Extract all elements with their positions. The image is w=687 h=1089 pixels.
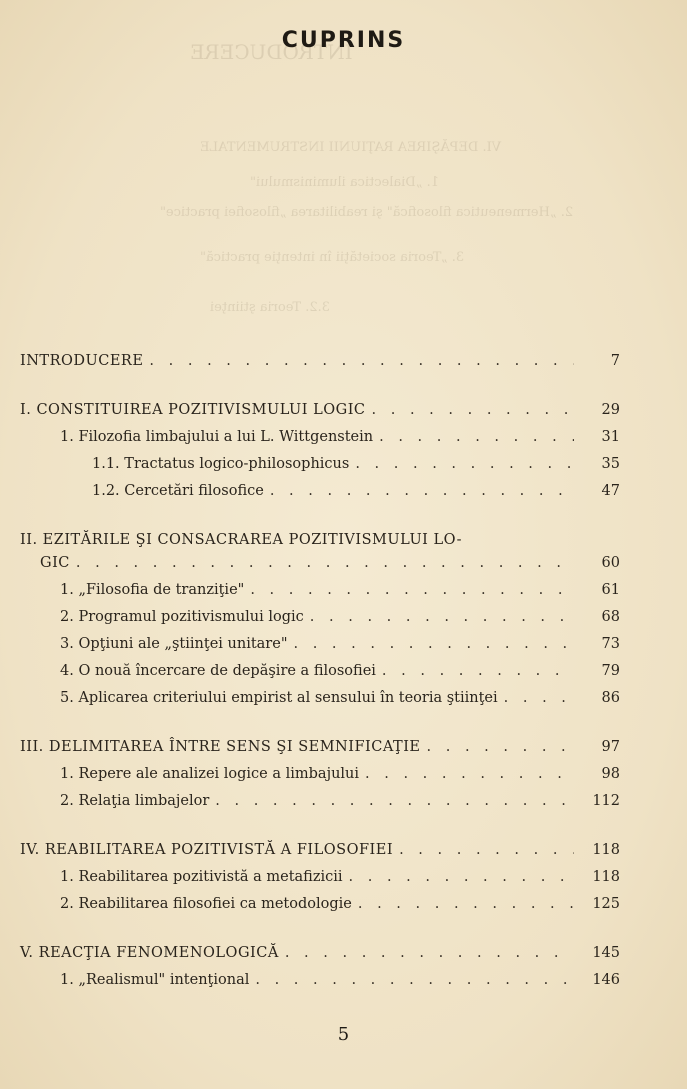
leader-dots [270, 482, 574, 501]
leader-dots [372, 401, 574, 420]
toc-entry[interactable] [20, 738, 620, 757]
toc-entry[interactable] [20, 608, 620, 627]
toc-entry-page: 29 [601, 402, 620, 418]
page-title: CUPRINS [281, 28, 406, 53]
toc-entry-page: 112 [592, 793, 620, 809]
toc-entry-label: III. DELIMITAREA ÎNTRE SENS ŞI SEMNIFICAŢIE [20, 739, 421, 755]
toc-entry-label: 2. Reabilitarea filosofiei ca metodologie [60, 896, 352, 912]
leader-dots [382, 662, 574, 681]
leader-dots [294, 635, 575, 654]
leader-dots [149, 352, 574, 371]
leader-dots [285, 944, 574, 963]
toc-entry-page: 86 [601, 690, 620, 706]
page-number: 5 [337, 1024, 350, 1045]
leader-dots [355, 455, 574, 474]
table-of-contents [20, 340, 620, 990]
toc-entry-label: 1. „Realismul" intenţional [60, 972, 250, 988]
toc-entry[interactable] [20, 581, 620, 600]
toc-entry-label: V. REACŢIA FENOMENOLOGICĂ [20, 945, 279, 961]
leader-dots [379, 428, 574, 447]
toc-entry-page: 7 [610, 353, 620, 369]
toc-entry-page: 35 [601, 456, 620, 472]
toc-entry[interactable] [20, 428, 620, 447]
toc-entry-page: 146 [592, 972, 620, 988]
toc-entry-page: 68 [601, 609, 620, 625]
toc-entry-page: 118 [592, 869, 620, 885]
bleed-through-text: 2. „Hermeneutica filosofică" şi reabilitarea „filosofiei practice" [160, 205, 574, 220]
toc-entry-page: 118 [592, 842, 620, 858]
bleed-through-text: INTRODUCERE [190, 40, 353, 64]
toc-entry[interactable] [20, 868, 620, 887]
toc-entry[interactable] [20, 401, 620, 420]
toc-entry[interactable] [20, 662, 620, 681]
toc-entry-label: 1.1. Tractatus logico-philosophicus [92, 456, 350, 472]
leader-dots [504, 689, 574, 708]
leader-dots [358, 895, 574, 914]
leader-dots [76, 554, 574, 573]
leader-dots [310, 608, 574, 627]
toc-entry-label: INTRODUCERE [20, 353, 144, 369]
leader-dots [250, 581, 574, 600]
leader-dots [215, 792, 574, 811]
bleed-through-text: VI. DEPĂŞIREA RAŢIUNII INSTRUMENTALE [200, 140, 502, 155]
bleed-through-text: 1. „Dialectica iluminismului" [250, 175, 440, 190]
toc-entry-label: GIC [40, 555, 70, 571]
toc-entry[interactable] [20, 352, 620, 371]
toc-entry[interactable] [20, 895, 620, 914]
toc-entry-page: 61 [601, 582, 620, 598]
toc-entry-label: II. EZITĂRILE ŞI CONSACRAREA POZITIVISMULUI LO- [20, 532, 462, 548]
toc-entry-page: 31 [601, 429, 620, 445]
toc-entry[interactable] [20, 482, 620, 501]
bleed-through-text: 3.2. Teoria ştiinţei [210, 300, 331, 315]
toc-entry-label: 1. Filozofia limbajului a lui L. Wittgenstein [60, 429, 374, 445]
leader-dots [399, 841, 574, 860]
toc-entry[interactable] [20, 765, 620, 784]
toc-entry-page: 47 [601, 483, 620, 499]
toc-entry[interactable] [20, 971, 620, 990]
leader-dots [427, 738, 574, 757]
toc-entry-label: 2. Relaţia limbajelor [60, 793, 210, 809]
toc-entry-label: 2. Programul pozitivismului logic [60, 609, 304, 625]
toc-entry[interactable] [20, 841, 620, 860]
toc-entry-label: 1. Reabilitarea pozitivistă a metafizicii [60, 869, 343, 885]
leader-dots [255, 971, 574, 990]
toc-entry-label: I. CONSTITUIREA POZITIVISMULUI LOGIC [20, 402, 366, 418]
toc-entry[interactable] [20, 455, 620, 474]
bleed-through-text: 3. „Teoria societăţii în intenţie practică" [200, 250, 465, 265]
toc-entry-page: 125 [592, 896, 620, 912]
toc-entry-page: 60 [601, 555, 620, 571]
toc-entry[interactable] [20, 689, 620, 708]
toc-entry-label: 4. O nouă încercare de depăşire a filosofiei [60, 663, 376, 679]
leader-dots [349, 868, 574, 887]
toc-entry-label: 1. „Filosofia de tranziţie" [60, 582, 245, 598]
toc-entry-label: IV. REABILITAREA POZITIVISTĂ A FILOSOFIEI [20, 842, 394, 858]
toc-entry[interactable] [20, 635, 620, 654]
toc-entry-page: 98 [601, 766, 620, 782]
toc-entry-page: 79 [601, 663, 620, 679]
toc-entry-label: 1. Repere ale analizei logice a limbajului [60, 766, 360, 782]
toc-entry[interactable] [20, 792, 620, 811]
toc-entry-label: 5. Aplicarea criteriului empirist al sensului în teoria ştiinţei [60, 690, 498, 706]
toc-entry-page: 145 [592, 945, 620, 961]
toc-entry-label: 3. Opţiuni ale „ştiinţei unitare" [60, 636, 288, 652]
toc-entry-page: 73 [601, 636, 620, 652]
toc-entry-label: 1.2. Cercetări filosofice [92, 483, 264, 499]
toc-entry[interactable] [20, 531, 620, 550]
toc-entry-page: 97 [601, 739, 620, 755]
toc-entry[interactable] [20, 554, 620, 573]
leader-dots [365, 765, 574, 784]
toc-entry[interactable] [20, 944, 620, 963]
